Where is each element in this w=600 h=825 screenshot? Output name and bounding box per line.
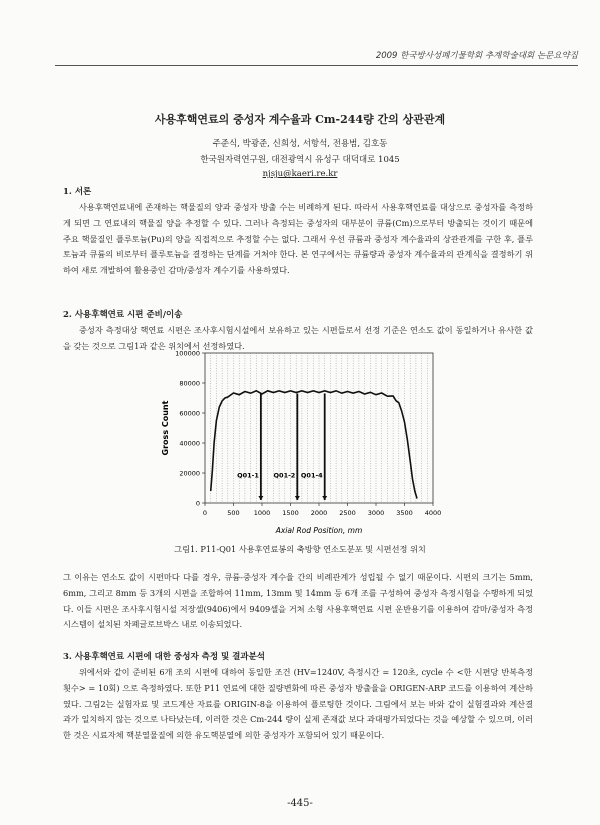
author-list: 주준식, 박광준, 신희성, 서항석, 전용범, 김호동 (212, 139, 388, 149)
x-tick-label: 500 (227, 509, 240, 517)
sample-marker-arrow (295, 496, 300, 500)
y-tick-label: 40000 (179, 439, 200, 448)
sample-marker-label: Q01-2 (273, 471, 296, 480)
x-tick-label: 0 (202, 509, 208, 517)
section-heading-introduction: 1. 서론 (63, 187, 92, 197)
sample-marker-label: Q01-4 (300, 471, 323, 480)
sample-marker-arrow (258, 496, 263, 500)
y-tick-label: 0 (195, 499, 200, 508)
burnup-distribution-chart (150, 350, 450, 540)
gross-count-series-line (211, 391, 417, 499)
x-tick-label: 1500 (282, 509, 299, 517)
author-email: njsju@kaeri.re.kr (262, 169, 338, 179)
intro-paragraph: 사용후핵연료내에 존재하는 핵물질의 양과 중성자 방출 수는 비례하게 된다. 따라서 사용후핵연료를 대상으로 중성자를 측정하게 되면 그 연료내의 핵물질 양을 추정할 수 있다. 그러나 측정되는 중성자의 대부분이 큐륨(Cm)으로부터 방출되는 것이기 때문에 주요 핵물질인 플루토늄(Pu)의 양을 직접적으로 추정할 수는 없다. 그래서 우선 큐륨과 중성자 계수율과의 상관관계를 구한 후, 플루토늄과 큐륨의 비로부터 플루토늄을 결정하는 단계를 거쳐야 한다. 본 연구에서는 큐륨량과 중성자 계수율과의 관계식을 결정하기 위하여 새로 개발하여 활용중인 감마/중성자 계수기를 사용하였다. (63, 202, 533, 276)
header-rule (55, 65, 578, 66)
figure-1-caption: 그림1. P11-Q01 사용후연료봉의 축방향 연소도분포 및 시편선정 위치 (174, 544, 426, 554)
sample-marker-label: Q01-1 (237, 471, 259, 480)
x-tick-label: 2000 (310, 509, 328, 517)
x-tick-label: 4000 (424, 509, 442, 517)
paper-title: 사용후핵연료의 중성자 계수율과 Cm-244량 간의 상관관계 (154, 113, 446, 126)
section-heading-samples: 2. 사용후핵연료 시편 준비/이송 (63, 310, 183, 320)
y-tick-label: 20000 (179, 469, 200, 478)
x-axis-label: Axial Rod Position, mm (275, 526, 363, 535)
x-tick-label: 3000 (367, 509, 385, 517)
page-number: -445- (287, 798, 313, 809)
samples-paragraph-2: 그 이유는 연소도 값이 시편마다 다를 경우, 큐륨-중성자 계수율 간의 비례관계가 성립될 수 없기 때문이다. 시편의 크기는 5mm, 6mm, 그리고 8mm 등 3개의 시편을 조합하여 11mm, 13mm 및 14mm 등 6개 조를 구성하여 중성자 측정시험을 수행하게 되었다. 이들 시편은 조사후시험시설 저장셀(9406)에서 9409셀을 거쳐 소형 사용후핵연료 시편 운반용기를 이용하여 감마/중성자 측정시스템이 설치된 차폐글로브박스 내로 이송되었다. (63, 572, 533, 630)
measurement-paragraph: 위에서와 같이 준비된 6개 조의 시편에 대하여 동일한 조건 (HV=1240V, 측정시간 = 120초, cycle 수 <한 시편당 반복측정횟수> = 10회) 으로 측정하였다. 또한 P11 연료에 대한 질량변화에 따른 중성자 방출율을 ORIGEN-ARP 코드를 이용하여 계산하였다. 그림2는 실험자료 및 코드계산 자료를 ORIGIN-8을 이용하여 플로팅한 것이다. 그림에서 보는 바와 같이 실험결과와 계산결과가 일치하지 않는 것으로 나타났는데, 이러한 것은 Cm-244 량이 실제 존재값 보다 과대평가되었다는 것을 예상할 수 있으며, 이러한 것은 시료자체 핵분열물질에 의한 유도핵분열에 의한 중성자가 포함되어 있기 때문이다. (63, 667, 533, 741)
samples-paragraph-1: 중성자 측정대상 핵연료 시편은 조사후시험시설에서 보유하고 있는 시편들로서 선정 기준은 연소도 값이 동일하거나 유사한 값을 갖는 것으로 그림1과 같은 위치에서 선정하였다. (63, 325, 533, 351)
sample-marker-arrow (322, 496, 327, 500)
x-tick-label: 3500 (396, 509, 413, 517)
section-heading-measurement: 3. 사용후핵연료 시편에 대한 중성자 측정 및 결과분석 (63, 652, 266, 662)
x-tick-label: 2500 (339, 509, 356, 517)
affiliation: 한국원자력연구원, 대전광역시 유성구 대덕대로 1045 (200, 155, 400, 165)
conference-header: 2009 한국방사성폐기물학회 추계학술대회 논문요약집 (375, 51, 578, 61)
y-tick-label: 80000 (179, 379, 200, 388)
y-axis-label: Gross Count (161, 400, 170, 456)
y-tick-label: 60000 (179, 409, 200, 418)
y-tick-label: 100000 (175, 350, 200, 358)
x-tick-label: 1000 (253, 509, 271, 517)
